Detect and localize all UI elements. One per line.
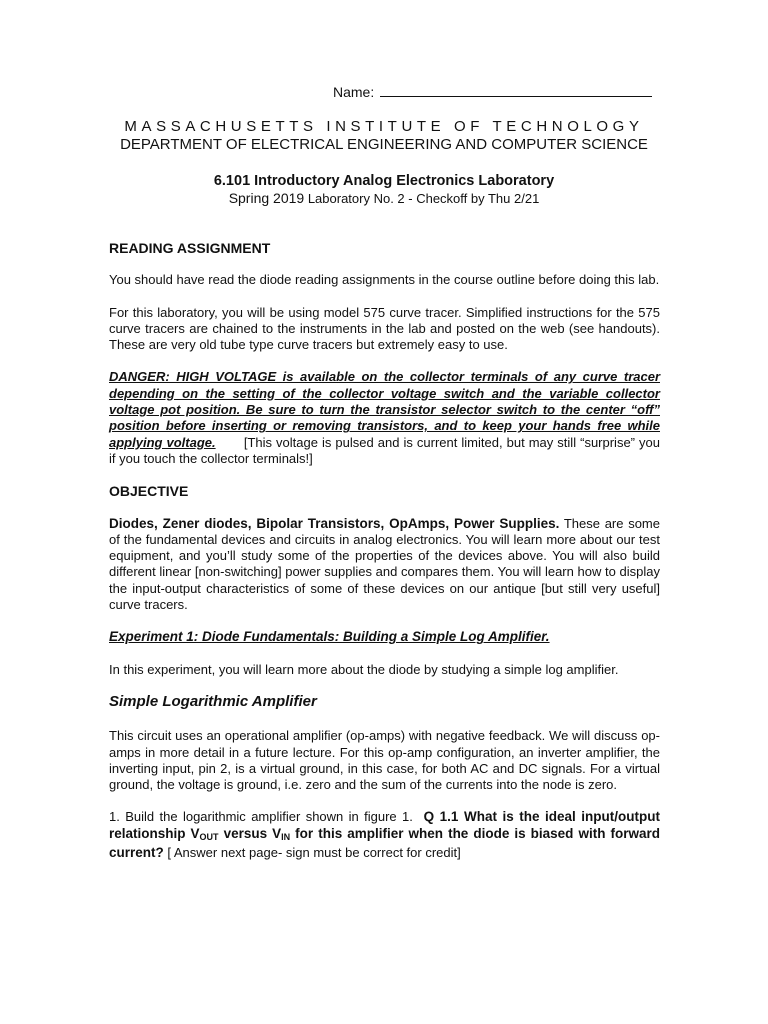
question-text-c: for this amplifier when the diode is biased with forward current? bbox=[109, 825, 660, 861]
semester: Spring 2019 bbox=[228, 190, 305, 206]
danger-warning: DANGER: HIGH VOLTAGE is available on the collector terminals of any curve tracer depending on the setting of the collector voltage switch and the variable collector voltage pot position. Be sure to turn the transistor selector switch to the center “off” position before inserting or removing transistors, and to keep your hands free while applying voltage. bbox=[109, 369, 660, 450]
question-prefix: 1. Build the logarithmic amplifier shown in figure 1. bbox=[109, 809, 424, 825]
name-field bbox=[333, 84, 652, 100]
experiment-title-text: Experiment 1: Diode Fundamentals: Building a Simple Log Amplifier. bbox=[109, 629, 550, 645]
vout-subscript: OUT bbox=[199, 831, 219, 842]
reading-heading: READING ASSIGNMENT bbox=[109, 240, 271, 256]
objective-text: These are some of the fundamental devices and circuits in analog electronics. You will learn more about our test equipment, and you’ll study some of the properties of the devices above. You will also build different linear [non-switching] power supplies and compares them. You will learn how to display the input-output characteristics of some of these devices on our antique [but still very useful] curve tracers. bbox=[109, 515, 660, 613]
document-body bbox=[109, 240, 664, 877]
question-text-a: Q 1.1 What is the ideal input/output relationship V bbox=[109, 809, 661, 841]
name-blank-line bbox=[380, 84, 652, 97]
vin-subscript: IN bbox=[281, 831, 291, 842]
experiment-intro: In this experiment, you will learn more about the diode by studying a simple log amplifier. bbox=[109, 661, 619, 677]
course-title: 6.101 Introductory Analog Electronics Laboratory bbox=[213, 173, 555, 189]
institution-title: MASSACHUSETTS INSTITUTE OF TECHNOLOGY bbox=[124, 118, 644, 135]
question-note: [ Answer next page- sign must be correct for credit] bbox=[163, 845, 461, 861]
question-text-b: versus V bbox=[218, 825, 282, 841]
lab-info: Laboratory No. 2 - Checkoff by Thu 2/21 bbox=[304, 191, 540, 206]
experiment-title bbox=[109, 629, 660, 645]
reading-paragraph-1: You should have read the diode reading assignments in the course outline before doing this lab. bbox=[109, 272, 660, 288]
lab-subtitle bbox=[0, 190, 768, 206]
objective-lead: Diodes, Zener diodes, Bipolar Transistors, OpAmps, Power Supplies. bbox=[109, 515, 560, 531]
department-title: DEPARTMENT OF ELECTRICAL ENGINEERING AND COMPUTER SCIENCE bbox=[120, 136, 648, 153]
reading-paragraph-2: For this laboratory, you will be using model 575 curve tracer. Simplified instructions for the 575 curve tracers are chained to the instruments in the lab and posted on the web (see handouts). These are very old tube type curve tracers but extremely easy to use. bbox=[109, 304, 660, 353]
log-amp-subheading: Simple Logarithmic Amplifier bbox=[109, 692, 317, 710]
danger-note: [This voltage is pulsed and is current limited, but may still “surprise” you if you touch the collector terminals!] bbox=[109, 434, 664, 466]
question-1-1 bbox=[109, 809, 660, 861]
name-label: Name: bbox=[333, 84, 375, 100]
danger-paragraph bbox=[109, 369, 664, 467]
objective-paragraph bbox=[109, 516, 660, 614]
log-amp-paragraph: This circuit uses an operational amplifier (op-amps) with negative feedback. We will discuss op-amps in more detail in a future lecture. For this op-amp configuration, an inverter amplifier, the inverting input, pin 2, is a virtual ground, in this case, for both AC and DC signals. For a virtual ground, the voltage is ground, i.e. zero and the sum of the currents into the node is zero. bbox=[109, 728, 660, 793]
objective-heading: OBJECTIVE bbox=[109, 483, 189, 500]
